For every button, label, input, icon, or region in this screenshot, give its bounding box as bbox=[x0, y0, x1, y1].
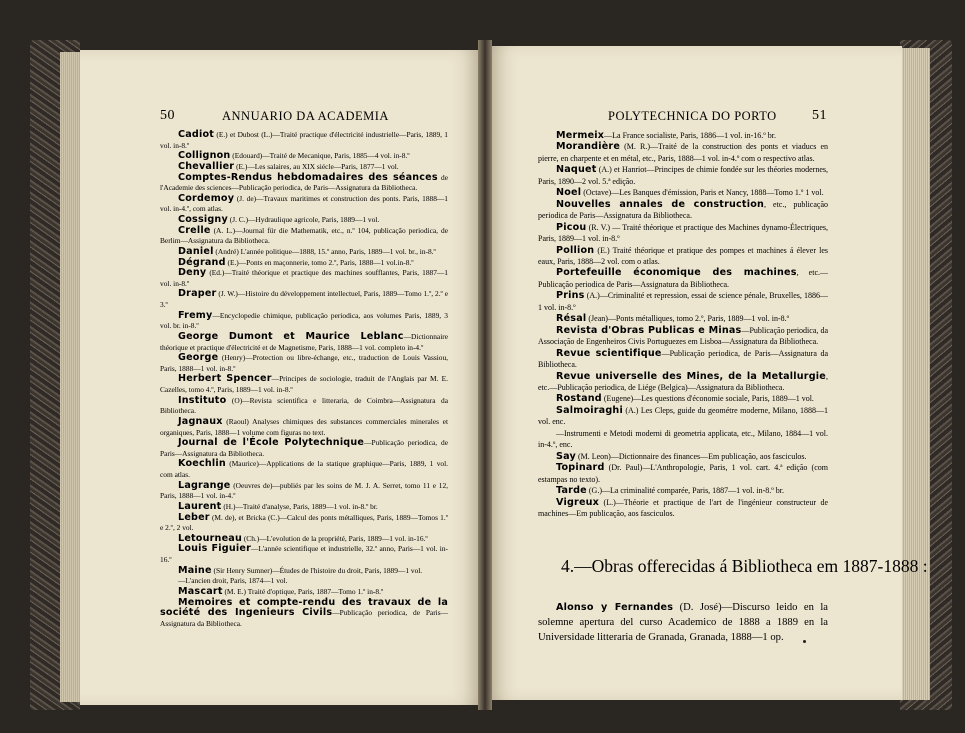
bibliography-entry bbox=[538, 290, 828, 313]
entry-text: (G.)—La criminalité comparée, Paris, 1887—1 vol. in-8.º br. bbox=[586, 486, 784, 496]
entry-author: Nouvelles annales de construction bbox=[556, 198, 765, 210]
entry-text: —Dictionnaire théorique et practique d'électricité et de Magnetisme, Paris, 1888—1 vol. completo in-4.º bbox=[160, 331, 448, 352]
bibliography-entry bbox=[538, 267, 828, 290]
entry-text: —Publicação periodica, da Associação de Engenheiros Civis Portuguezes em Lisboa—Assignatura da Bibliotheca. bbox=[538, 325, 828, 347]
bibliography-entry bbox=[160, 544, 448, 565]
bibliography-entry bbox=[538, 130, 828, 141]
entry-author: Cossigny bbox=[178, 214, 228, 225]
entry-author: Vigreux bbox=[556, 496, 600, 508]
left-page-number: 50 bbox=[160, 108, 175, 123]
entry-text: (Maurice)—Applications de la statique graphique—Paris, 1889, 1 vol. com atlas. bbox=[160, 459, 448, 479]
entry-author: Jagnaux bbox=[178, 415, 223, 427]
bibliography-entry bbox=[160, 311, 448, 332]
bibliography-entry bbox=[538, 428, 828, 451]
bibliography-entry bbox=[538, 141, 828, 164]
bibliography-entry bbox=[160, 289, 448, 310]
entry-text: (Oeuvres de)—publiés par les soins de M. J. A. Serret, tomo 11 e 12, Paris, 1888—1 vol. in-4.º bbox=[160, 480, 448, 501]
entry-author: Alonso y Fernandes bbox=[556, 602, 674, 613]
entry-author: Draper bbox=[178, 288, 217, 300]
entry-author: Prins bbox=[556, 290, 585, 302]
entry-text: (Raoul) Analyses chimiques des substances commerciales minerales et organiques, Paris, 1888—1 volume com figuras no text. bbox=[160, 416, 448, 437]
entry-author: Lagrange bbox=[178, 479, 231, 491]
entry-text: , etc.—Publicação periodica, de Liége (Belgica)—Assignatura da Bibliotheca. bbox=[538, 371, 828, 392]
entry-author: Say bbox=[556, 450, 576, 462]
bibliography-entry bbox=[160, 332, 448, 353]
right-page-number: 51 bbox=[812, 108, 827, 123]
bibliography-entry bbox=[160, 226, 448, 247]
right-entry-list bbox=[538, 130, 828, 519]
section-entry-list bbox=[538, 600, 828, 645]
entry-author: Résal bbox=[556, 313, 587, 325]
entry-text: —L'ancien droit, Paris, 1874—1 vol. bbox=[178, 576, 288, 586]
bibliography-entry bbox=[538, 462, 828, 485]
entry-text: (A. L.)—Journal für die Mathematik, etc., n.º 104, publicação periodica, de Berlim—Assignatura da Bibliotheca. bbox=[160, 225, 448, 246]
entry-author: Revue universelle des Mines, de la Metallurgie bbox=[556, 370, 826, 382]
bibliography-entry bbox=[538, 485, 828, 496]
entry-author: Maine bbox=[178, 564, 212, 576]
bibliography-entry bbox=[160, 513, 448, 534]
entry-text: , etc.—Publicação periodica de Paris—Assignatura da Bibliotheca. bbox=[538, 268, 828, 289]
entry-author: Salmoiraghi bbox=[556, 404, 623, 416]
entry-text: (J. de)—Travaux maritimes et construction des ponts. Paris, 1888—1 vol. in-4.º, com atlas. bbox=[160, 193, 448, 214]
entry-text: (Ed.)—Traité théorique et practique des machines soufflantes, Paris, 1887—1 vol. in-8.º bbox=[160, 268, 448, 288]
entry-author: Leber bbox=[178, 511, 210, 523]
entry-author: Laurent bbox=[178, 500, 222, 512]
entry-text: (A.) Les Cleps, guide du geométre moderne, Milano, 1888—1 vol. enc. bbox=[538, 405, 828, 427]
bibliography-entry bbox=[160, 459, 448, 480]
bibliography-entry bbox=[160, 268, 448, 289]
entry-text: (Octave)—Les Banques d'émission, Paris et Nancy, 1888—Tomo 1.º 1 vol. bbox=[581, 188, 824, 198]
entry-author: Memoires et compte-rendu des travaux de la société des Ingenieurs Civils bbox=[160, 596, 448, 619]
bibliography-entry bbox=[160, 173, 448, 194]
entry-author: Picou bbox=[556, 221, 587, 233]
bibliography-entry bbox=[160, 566, 448, 577]
bibliography-entry bbox=[538, 245, 828, 268]
entry-text: (E.)—Ponts en maçonnerie, tomo 2.º, Paris, 1888—1 vol.in-8.º bbox=[225, 257, 414, 267]
entry-text: (André) L'année politique—1888, 15.º anno, Paris, 1889—1 vol. br., in-8.º bbox=[213, 246, 436, 256]
entry-text: (J. C.)—Hydraulique agricole, Paris, 1889—1 vol. bbox=[227, 215, 380, 224]
entry-author: Mermeix bbox=[556, 130, 605, 141]
entry-text: (Jean)—Ponts métalliques, tomo 2.º, Paris, 1889—1 vol. in-8.º bbox=[586, 314, 790, 324]
entry-text: (Henry)—Protection ou libre-échange, etc., traduction de Louis Vassiou, Paris, 1888—1 vol. in-8.º bbox=[160, 353, 448, 373]
entry-author: Crelle bbox=[178, 224, 211, 236]
entry-author: Deny bbox=[178, 267, 207, 279]
entry-text: (Sir Henry Sumner)—Études de l'histoire du droit, Paris, 1889—1 vol. bbox=[211, 565, 423, 575]
entry-text: —Publicação periodica, de Paris—Assignatura da Bibliotheca. bbox=[160, 438, 448, 458]
entry-text: (M. R.)—Traité de la construction des ponts et viaducs en pierre, en charpente et en métal, etc., Paris, 1888—1 vol. in-4.º com o respectivo atlas. bbox=[538, 142, 828, 163]
entry-author: Fremy bbox=[178, 309, 213, 321]
entry-text: —Instrumenti e Metodi moderni di geometria applicata, etc., Milano, 1884—1 vol. in-4.º, enc. bbox=[538, 428, 828, 450]
entry-author: Rostand bbox=[556, 393, 602, 405]
bibliography-entry bbox=[160, 438, 448, 459]
entry-text: (D. José)—Discurso leido en la solemne apertura del curso Academico de 1888 a 1889 en la Universidade litteraria de Granada, Granada, 1888—1 op. bbox=[538, 602, 828, 644]
entry-text: (Eugene)—Les questions d'économie sociale, Paris, 1889—1 vol. bbox=[601, 394, 814, 404]
entry-text: (Edouard)—Traité de Mecanique, Paris, 1885—4 vol. in-8.º bbox=[230, 151, 410, 161]
entry-author: Chevallier bbox=[178, 160, 235, 172]
entry-text: (O)—Revista scientifica e litteraria, de Coimbra—Assignatura da Bibliotheca. bbox=[160, 395, 448, 416]
bibliography-entry bbox=[538, 187, 828, 198]
entry-text: —La France socialiste, Paris, 1886—1 vol. in-16.º br. bbox=[604, 131, 776, 140]
entry-author: Comptes-Rendus hebdomadaires des séances bbox=[178, 171, 438, 183]
entry-author: Portefeuille économique des machines bbox=[556, 267, 797, 279]
bibliography-entry bbox=[160, 417, 448, 438]
left-running-head: ANNUARIO DA ACADEMIA bbox=[222, 109, 389, 123]
book-gutter bbox=[478, 40, 492, 710]
entry-text: (J. W.)—Histoire du développement intellectuel, Paris, 1889—Tomo 1.º, 2.º e 3.º bbox=[160, 289, 448, 309]
entry-author: Revue scientifique bbox=[556, 347, 662, 359]
bibliography-entry bbox=[538, 313, 828, 324]
bibliography-entry bbox=[160, 130, 448, 151]
entry-author: George Dumont et Maurice Leblanc bbox=[178, 330, 404, 342]
entry-text: (R. V.) — Traité théorique et practique des Machines dynamo-Électriques, Paris, 1889—1 vol. in-8.º bbox=[538, 222, 828, 244]
bibliography-entry bbox=[538, 199, 828, 222]
entry-author: Journal de l'École Polytechnique bbox=[178, 437, 365, 449]
left-entry-list bbox=[160, 130, 448, 629]
entry-text: —Publicação periodica, de Paris—Assignatura da Bibliotheca. bbox=[538, 348, 828, 370]
entry-author: Cordemoy bbox=[178, 192, 235, 204]
entry-text: (M. de), et Bricka (C.)—Calcul des ponts métalliques, Paris, 1889—Tomos 1.º e 2.º, 2 vol. bbox=[160, 512, 448, 533]
entry-author: Louis Figuier bbox=[178, 543, 252, 555]
left-page-edges bbox=[60, 52, 82, 702]
bibliography-entry bbox=[538, 600, 828, 645]
bibliography-entry bbox=[538, 222, 828, 245]
entry-text: (A.)—Criminalité et repression, essai de science pénale, Bruxelles, 1886—1 vol. in-8.º bbox=[538, 291, 828, 312]
right-page-edges bbox=[900, 48, 930, 700]
entry-text: (L.)—Théorie et practique de l'art de l'ingénieur constructeur de machines—Em publicação, aos fasciculos. bbox=[538, 497, 828, 518]
entry-author: Dégrand bbox=[178, 256, 226, 268]
entry-author: Topinard bbox=[556, 462, 605, 474]
entry-text: (E.) et Dubost (L.)—Traité practique d'électricité industrielle—Paris, 1889, 1 vol. in-8.º bbox=[160, 130, 448, 150]
entry-author: Herbert Spencer bbox=[178, 373, 272, 385]
bibliography-entry bbox=[538, 405, 828, 428]
bibliography-entry bbox=[538, 371, 828, 394]
bibliography-entry bbox=[538, 348, 828, 371]
entry-author: Morandière bbox=[556, 141, 621, 153]
entry-text: , etc., publicação periodica de Paris—Assignatura da Bibliotheca. bbox=[538, 199, 829, 221]
entry-author: Koechlin bbox=[178, 458, 226, 470]
entry-author: Revista d'Obras Publicas e Minas bbox=[556, 324, 742, 336]
entry-author: Collignon bbox=[178, 150, 231, 162]
entry-author: Tarde bbox=[556, 485, 587, 497]
entry-author: Instituto bbox=[178, 394, 227, 406]
entry-text: (Ch.)—L'evolution de la propriété, Paris, 1889—1 vol. in-16.º bbox=[242, 533, 428, 543]
entry-text: (Dr. Paul)—L'Anthropologie, Paris, 1 vol. cart. 4.ª edição (com estampas no texto). bbox=[538, 463, 828, 484]
bibliography-entry bbox=[160, 353, 448, 374]
entry-text: de l'Academie des sciences—Publicação periodica, de Paris—Assignatura da Bibliotheca. bbox=[160, 172, 448, 193]
bibliography-entry bbox=[538, 497, 828, 520]
entry-author: Cadiot bbox=[178, 129, 215, 140]
entry-author: Naquet bbox=[556, 164, 597, 176]
ink-dot bbox=[803, 640, 806, 643]
entry-author: Mascart bbox=[178, 585, 223, 597]
section-title: 4.—Obras offerecidas á Bibliotheca em 1887-1888 : bbox=[561, 556, 928, 576]
bibliography-entry bbox=[160, 396, 448, 417]
entry-text: —L'année scientifique et industrielle, 32.º anno, Paris—1 vol. in-16.º bbox=[160, 544, 448, 564]
entry-text: —Principes de sociologie, traduit de l'Anglais par M. E. Cazelles, tomo 4.º, Paris, 1889—1 vol. in-8.º bbox=[160, 374, 448, 394]
bibliography-entry bbox=[160, 598, 448, 630]
bibliography-entry bbox=[538, 451, 828, 462]
entry-text: (H.)—Traité d'analyse, Paris, 1889—1 vol. in-8.º br. bbox=[221, 501, 378, 511]
entry-text: (E.) Traité théorique et pratique des pompes et machines á élever les eaux, Paris, 1888—2 vol. com o atlas. bbox=[538, 245, 828, 266]
bibliography-entry bbox=[538, 393, 828, 404]
entry-author: Daniel bbox=[178, 245, 214, 257]
bibliography-entry bbox=[538, 164, 828, 187]
entry-text: (M. Leon)—Dictionnaire des finances—Em publicação, aos fasciculos. bbox=[575, 451, 807, 461]
entry-author: Pollion bbox=[556, 244, 595, 256]
entry-text: (A.) et Hanriot—Principes de chimie fondée sur les théories modernes, Paris, 1890—2 vol. 5.ª edição. bbox=[538, 165, 828, 186]
entry-text: —Encyclopedie chimique, publicação periodica, aos volumes Paris, 1889, 3 vol. br. in-8.º bbox=[160, 310, 448, 331]
right-running-head: POLYTECHNICA DO PORTO bbox=[608, 109, 777, 123]
entry-author: George bbox=[178, 352, 219, 364]
entry-text: (M. E.) Traité d'optique, Paris, 1887—Tomo 1.º in-8.º bbox=[222, 586, 384, 596]
entry-author: Noel bbox=[556, 187, 582, 199]
bibliography-entry bbox=[160, 194, 448, 215]
bibliography-entry bbox=[538, 325, 828, 348]
bibliography-entry bbox=[160, 374, 448, 395]
bibliography-entry bbox=[160, 481, 448, 502]
entry-author: Letourneau bbox=[178, 532, 242, 544]
entry-text: (E.)—Les salaires, au XIX siécle—Paris, 1877—1 vol. bbox=[234, 161, 399, 171]
entry-text: —Publicação periodica, de Paris—Assignatura da Bibliotheca. bbox=[160, 608, 448, 628]
